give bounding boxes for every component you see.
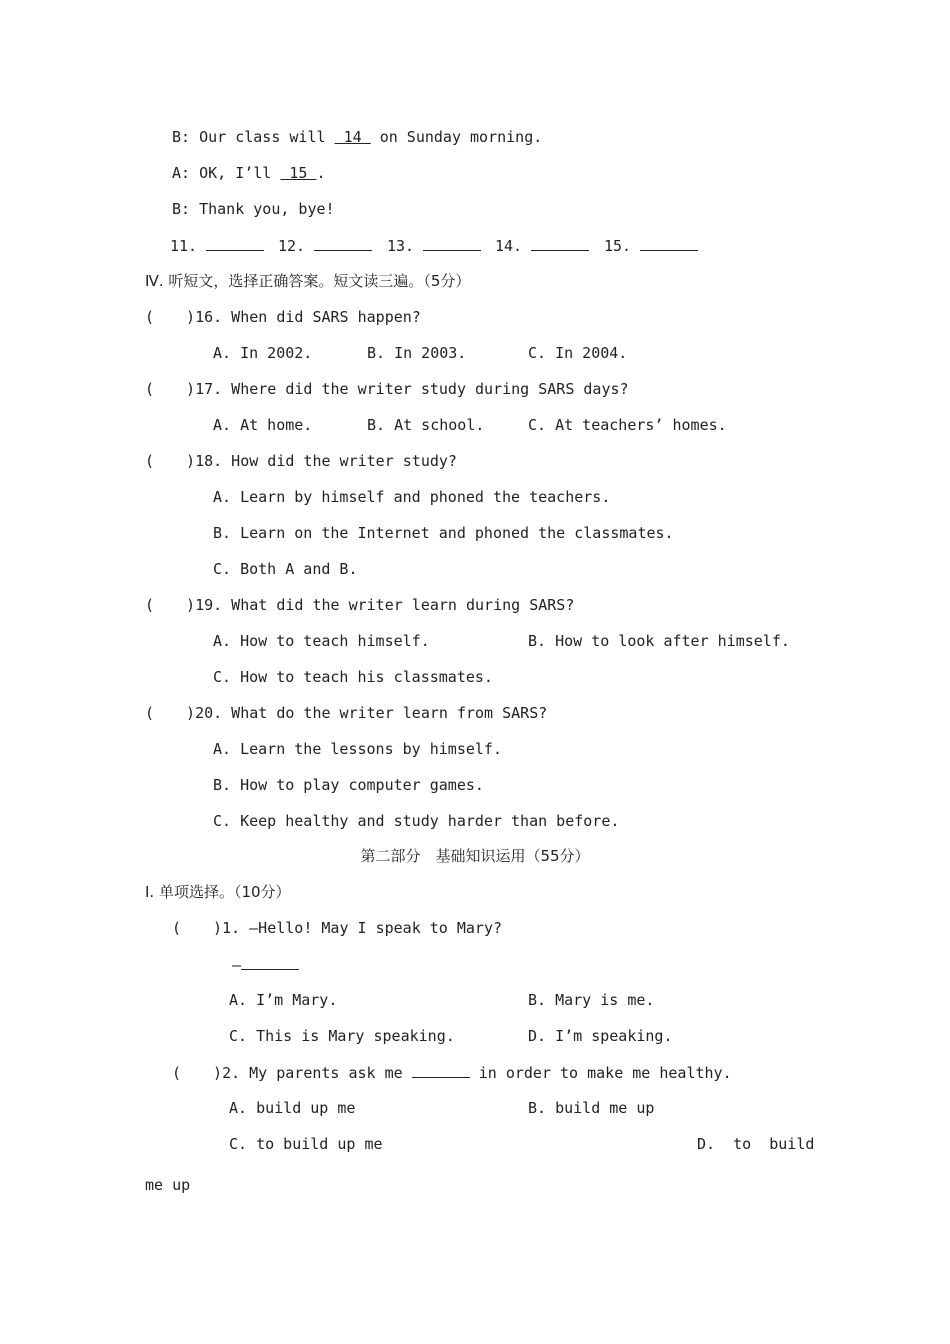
- section-heading-4: Ⅳ. 听短文，选择正确答案。短文读三遍。（5分）: [145, 272, 471, 290]
- answer-blank[interactable]: [314, 235, 372, 251]
- question-20: [145, 703, 547, 723]
- option-2d[interactable]: D. to build: [697, 1135, 815, 1153]
- option-1d[interactable]: D. I’m speaking.: [528, 1027, 673, 1045]
- option-17c[interactable]: C. At teachers’ homes.: [528, 416, 727, 434]
- answer-bracket-close: ): [186, 596, 196, 614]
- slot-number: 13.: [387, 237, 415, 255]
- question-16: [145, 307, 421, 327]
- question-text: 20. What do the writer learn from SARS?: [195, 704, 548, 722]
- question-blank[interactable]: [412, 1062, 470, 1078]
- slot-number: 14.: [495, 237, 523, 255]
- dialogue-text: B: Our class will: [172, 128, 335, 146]
- option-20a[interactable]: A. Learn the lessons by himself.: [213, 740, 502, 758]
- answer-blank[interactable]: [640, 235, 698, 251]
- dialogue-line-b2: B: Thank you, bye!: [172, 200, 335, 218]
- answer-slot-11[interactable]: [170, 235, 264, 256]
- answer-bracket-close: ): [186, 380, 196, 398]
- option-19c[interactable]: C. How to teach his classmates.: [213, 668, 493, 686]
- answer-bracket-close: ): [213, 919, 223, 937]
- question-18: [145, 451, 457, 471]
- dialogue-text: .: [316, 164, 326, 182]
- answer-slot-15[interactable]: [604, 235, 698, 256]
- answer-bracket-close: ): [213, 1064, 223, 1082]
- answer-bracket-open[interactable]: (: [145, 596, 155, 614]
- answer-bracket-open[interactable]: (: [145, 452, 155, 470]
- question-19: [145, 595, 574, 615]
- reply-blank[interactable]: [241, 954, 299, 970]
- question-1: [172, 918, 502, 938]
- blank-15[interactable]: 15: [280, 164, 317, 182]
- option-1a[interactable]: A. I’m Mary.: [229, 991, 338, 1009]
- question-2: [172, 1062, 732, 1083]
- answer-slot-13[interactable]: [387, 235, 481, 256]
- option-20c[interactable]: C. Keep healthy and study harder than before.: [213, 812, 620, 830]
- answer-slot-12[interactable]: [278, 235, 372, 256]
- answer-bracket-close: ): [186, 452, 196, 470]
- dialogue-line-b1: [172, 127, 542, 147]
- part-title: 第二部分 基础知识运用（55分）: [360, 847, 590, 865]
- option-2c[interactable]: C. to build up me: [229, 1135, 383, 1153]
- answer-bracket-open[interactable]: (: [145, 380, 155, 398]
- answer-bracket-open[interactable]: (: [172, 919, 182, 937]
- option-1b[interactable]: B. Mary is me.: [528, 991, 655, 1009]
- answer-blank[interactable]: [206, 235, 264, 251]
- reply-dash: —: [232, 956, 242, 974]
- answer-bracket-close: ): [186, 308, 196, 326]
- option-18b[interactable]: B. Learn on the Internet and phoned the classmates.: [213, 524, 674, 542]
- option-19b[interactable]: B. How to look after himself.: [528, 632, 790, 650]
- question-text: 19. What did the writer learn during SARS?: [195, 596, 575, 614]
- option-1c[interactable]: C. This is Mary speaking.: [229, 1027, 455, 1045]
- question-text: 17. Where did the writer study during SARS days?: [195, 380, 629, 398]
- answer-bracket-close: ): [186, 704, 196, 722]
- question-text: 16. When did SARS happen?: [195, 308, 421, 326]
- dialogue-text: A: OK, I’ll: [172, 164, 281, 182]
- option-17a[interactable]: A. At home.: [213, 416, 313, 434]
- option-2d-wrap: me up: [145, 1176, 191, 1194]
- slot-number: 12.: [278, 237, 306, 255]
- answer-bracket-open[interactable]: (: [145, 308, 155, 326]
- option-2a[interactable]: A. build up me: [229, 1099, 356, 1117]
- question-text: 2. My parents ask me: [222, 1064, 412, 1082]
- blank-14[interactable]: 14: [334, 128, 371, 146]
- option-20b[interactable]: B. How to play computer games.: [213, 776, 484, 794]
- option-16c[interactable]: C. In 2004.: [528, 344, 628, 362]
- reply-line: [232, 954, 299, 975]
- section-heading-1: Ⅰ. 单项选择。（10分）: [145, 883, 291, 901]
- option-16a[interactable]: A. In 2002.: [213, 344, 313, 362]
- option-17b[interactable]: B. At school.: [367, 416, 485, 434]
- dialogue-text: on Sunday morning.: [370, 128, 543, 146]
- question-text: 1. —Hello! May I speak to Mary?: [222, 919, 503, 937]
- option-18c[interactable]: C. Both A and B.: [213, 560, 358, 578]
- question-text: in order to make me healthy.: [469, 1064, 732, 1082]
- slot-number: 15.: [604, 237, 632, 255]
- option-18a[interactable]: A. Learn by himself and phoned the teachers.: [213, 488, 611, 506]
- answer-bracket-open[interactable]: (: [145, 704, 155, 722]
- answer-blank[interactable]: [531, 235, 589, 251]
- option-19a[interactable]: A. How to teach himself.: [213, 632, 430, 650]
- question-text: 18. How did the writer study?: [195, 452, 457, 470]
- answer-slot-14[interactable]: [495, 235, 589, 256]
- answer-bracket-open[interactable]: (: [172, 1064, 182, 1082]
- answer-blank[interactable]: [423, 235, 481, 251]
- option-16b[interactable]: B. In 2003.: [367, 344, 467, 362]
- dialogue-line-a1: [172, 163, 326, 183]
- option-2b[interactable]: B. build me up: [528, 1099, 655, 1117]
- slot-number: 11.: [170, 237, 198, 255]
- question-17: [145, 379, 629, 399]
